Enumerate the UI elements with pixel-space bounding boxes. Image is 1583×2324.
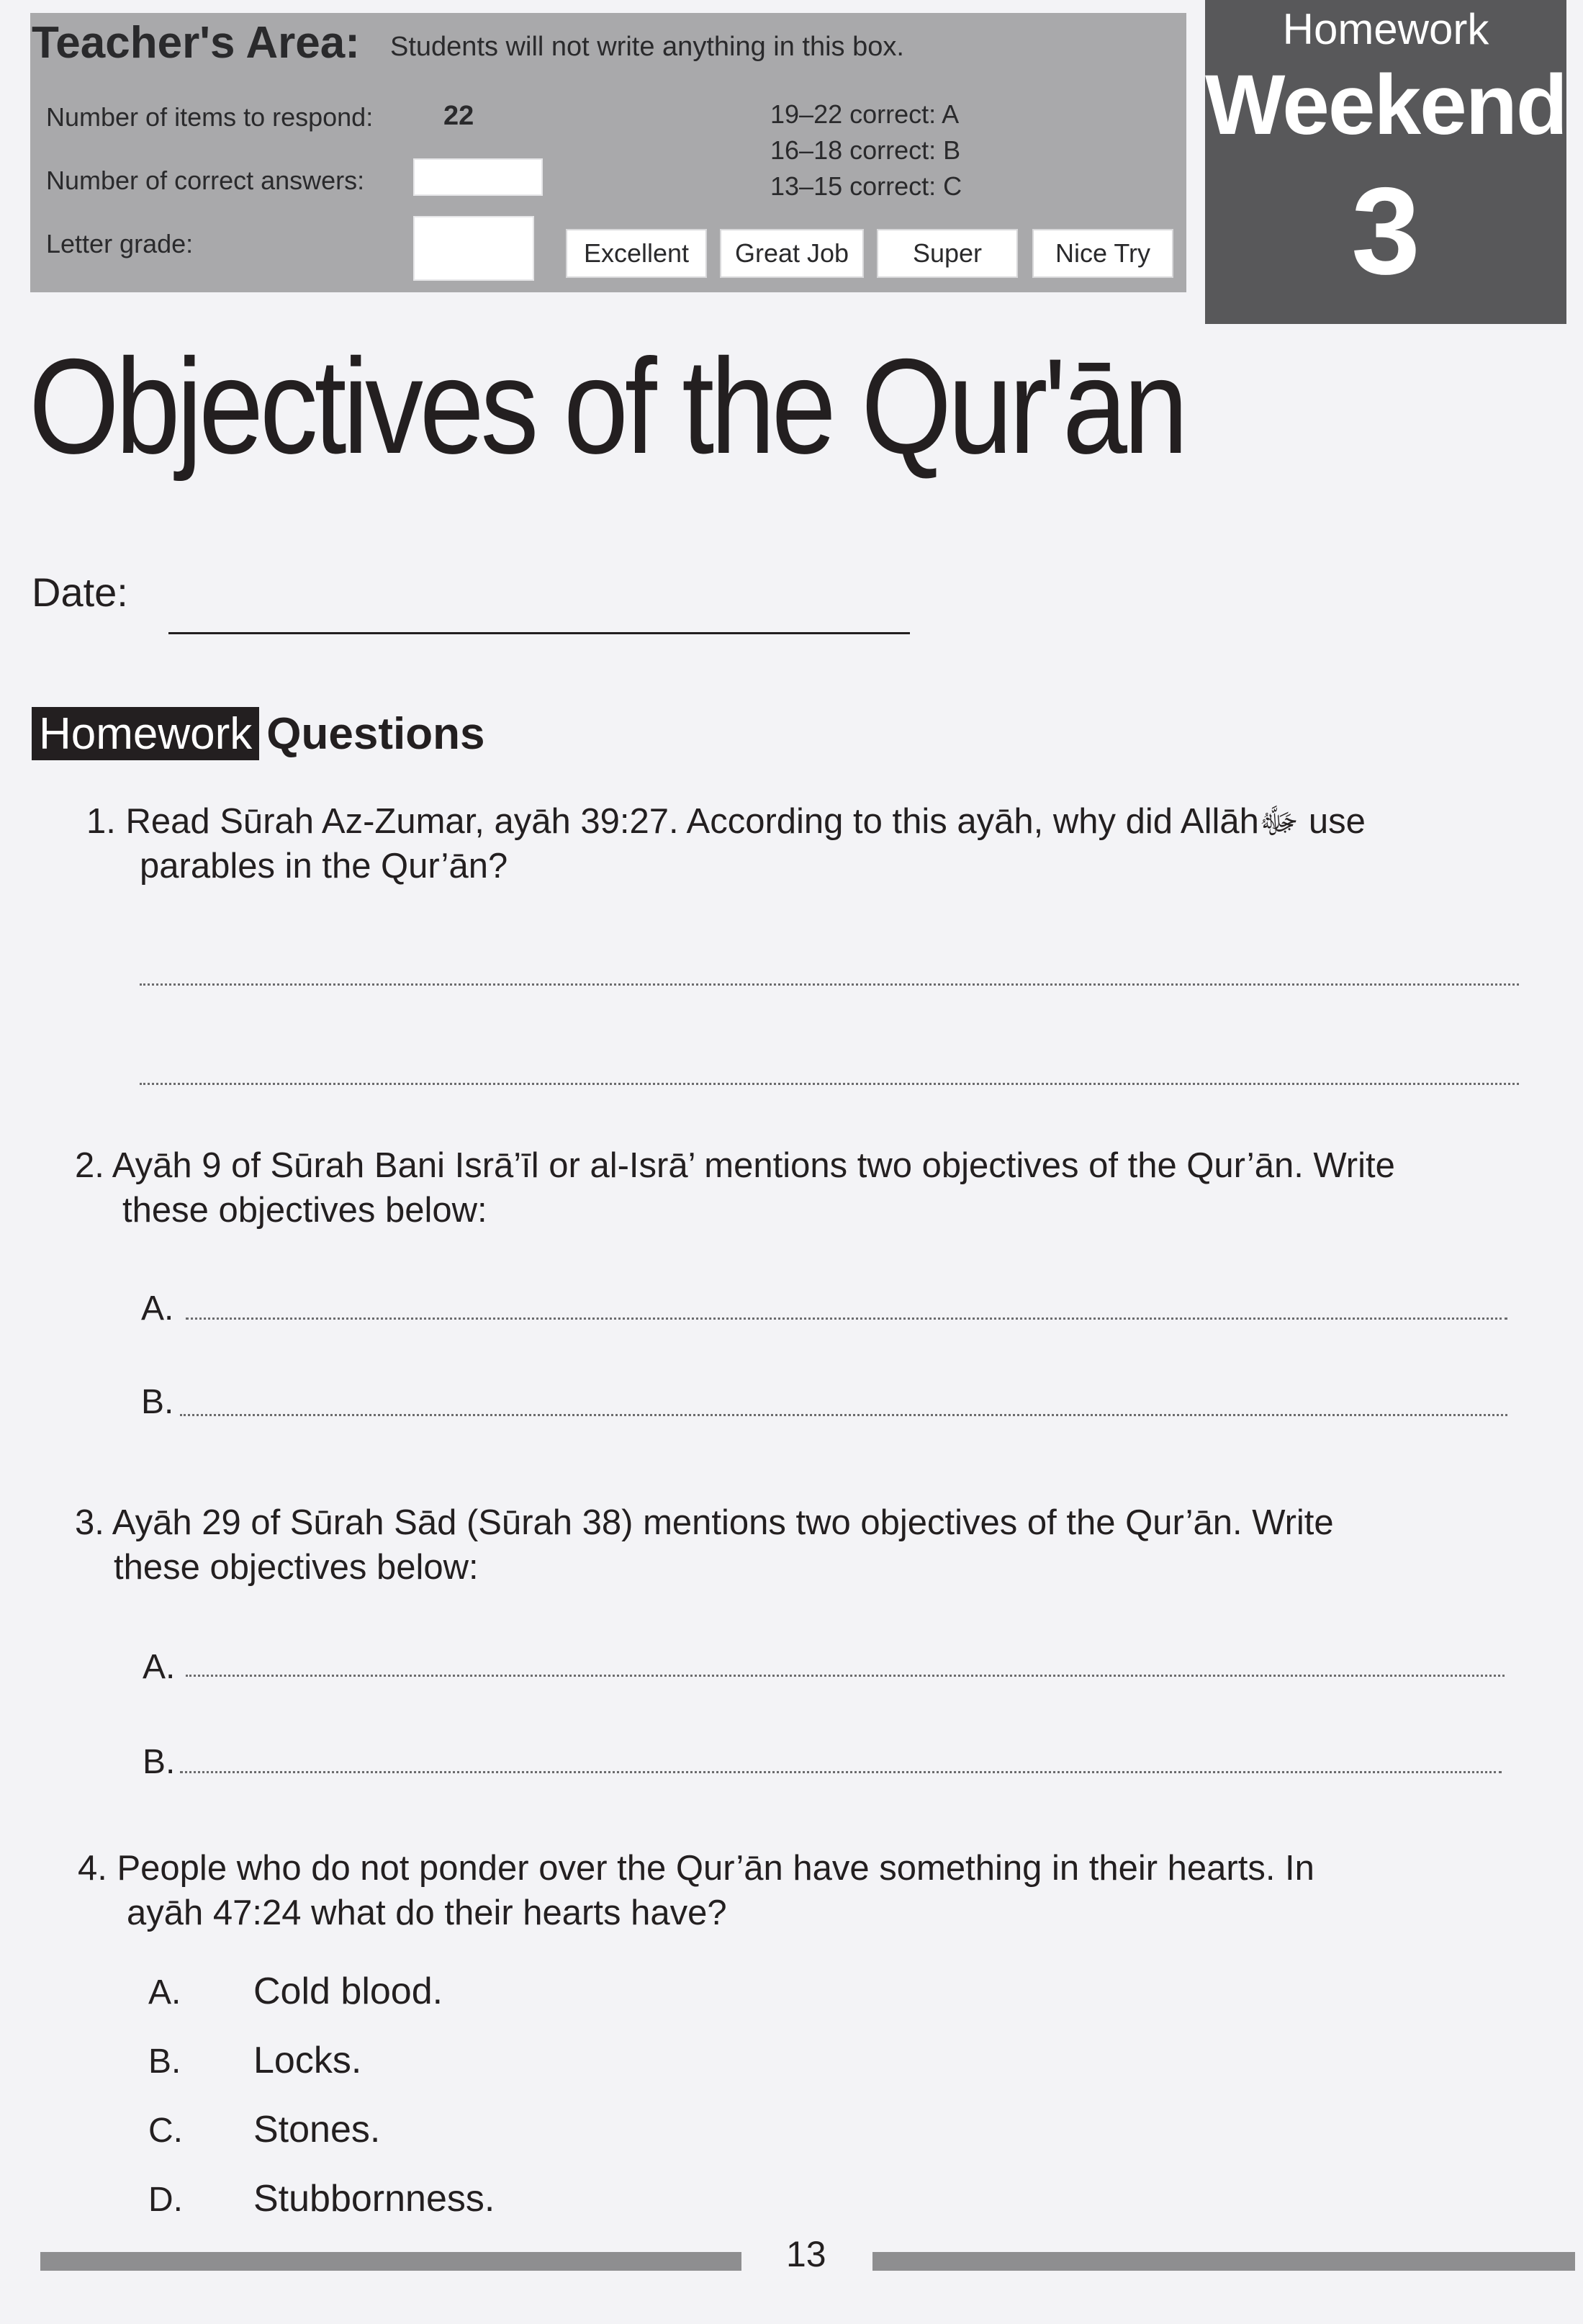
letter-grade-label: Letter grade: (46, 229, 194, 258)
teacher-area-title: Teacher's Area: (32, 18, 360, 68)
letter-grade-field[interactable] (413, 216, 534, 281)
teacher-area-note: Students will not write anything in this box. (390, 32, 904, 62)
badge-homework: Homework (1282, 5, 1489, 53)
footer-bar-right (872, 2252, 1575, 2271)
grade-scale-b: 16–18 correct: B (770, 135, 961, 165)
grade-scale-c: 13–15 correct: C (770, 171, 962, 201)
choice-d-text[interactable]: Stubbornness. (253, 2178, 495, 2220)
option-label: A. (143, 1648, 176, 1686)
praise-nice-try[interactable]: Nice Try (1032, 229, 1173, 278)
page-title: Objectives of the Qur'ān (29, 330, 1185, 482)
teacher-area-box (30, 13, 1186, 292)
homework-weekend-badge (1205, 0, 1566, 324)
answer-line[interactable] (180, 1771, 1502, 1773)
question-text-line1: Ayāh 9 of Sūrah Bani Isrā’īl or al-Isrā’ mentions two objectives of the Qur’ān. Write (112, 1146, 1395, 1185)
choice-d-label[interactable]: D. (148, 2181, 183, 2219)
answer-line[interactable] (140, 1083, 1519, 1085)
answer-line[interactable] (186, 1675, 1505, 1677)
option-label: B. (143, 1743, 176, 1781)
badge-weekend: Weekend (1205, 58, 1566, 153)
question-number: 4. (78, 1849, 107, 1888)
grade-scale-a: 19–22 correct: A (770, 99, 960, 129)
option-label: B. (141, 1383, 174, 1421)
answer-line[interactable] (186, 1318, 1507, 1320)
question-3 (75, 1500, 1334, 1545)
question-4-line2: ayāh 47:24 what do their hearts have? (127, 1893, 727, 1932)
section-heading (32, 707, 484, 760)
question-2 (75, 1143, 1395, 1188)
question-1-line2: parables in the Qur’ān? (140, 847, 508, 886)
correct-answers-field[interactable] (413, 158, 543, 196)
question-4 (78, 1846, 1314, 1891)
question-text-line1: Read Sūrah Az-Zumar, ayāh 39:27. According to this ayāh, why did Allāhﷻ use (125, 802, 1366, 841)
footer-bar-left (40, 2252, 741, 2271)
choice-c-text[interactable]: Stones. (253, 2109, 381, 2150)
question-text-line1: People who do not ponder over the Qur’ān have something in their hearts. In (117, 1849, 1314, 1888)
page-number: 13 (786, 2234, 826, 2274)
option-label: A. (141, 1289, 174, 1328)
question-number: 1. (86, 802, 116, 841)
praise-super[interactable]: Super (877, 229, 1018, 278)
items-value: 22 (443, 101, 474, 131)
question-number: 2. (75, 1146, 104, 1185)
answer-line[interactable] (140, 983, 1519, 986)
date-field[interactable] (168, 632, 910, 634)
correct-answers-label: Number of correct answers: (46, 166, 365, 195)
grade-scale (770, 96, 962, 204)
question-2-line2: these objectives below: (122, 1191, 487, 1230)
question-text-line1: Ayāh 29 of Sūrah Sād (Sūrah 38) mentions two objectives of the Qur’ān. Write (112, 1503, 1334, 1542)
question-number: 3. (75, 1503, 104, 1542)
answer-line[interactable] (180, 1414, 1507, 1416)
choice-b-text[interactable]: Locks. (253, 2040, 362, 2081)
section-tag: Homework (32, 707, 259, 760)
question-3-line2: these objectives below: (114, 1548, 479, 1587)
choice-a-label[interactable]: A. (148, 1973, 181, 2012)
praise-excellent[interactable]: Excellent (566, 229, 707, 278)
items-label: Number of items to respond: (46, 102, 374, 132)
badge-number: 3 (1351, 162, 1420, 300)
date-label: Date: (32, 569, 128, 615)
choice-b-label[interactable]: B. (148, 2042, 181, 2081)
praise-great-job[interactable]: Great Job (720, 229, 864, 278)
choice-a-text[interactable]: Cold blood. (253, 1971, 443, 2012)
question-1 (86, 799, 1366, 844)
choice-c-label[interactable]: C. (148, 2112, 183, 2150)
section-word: Questions (266, 708, 485, 759)
